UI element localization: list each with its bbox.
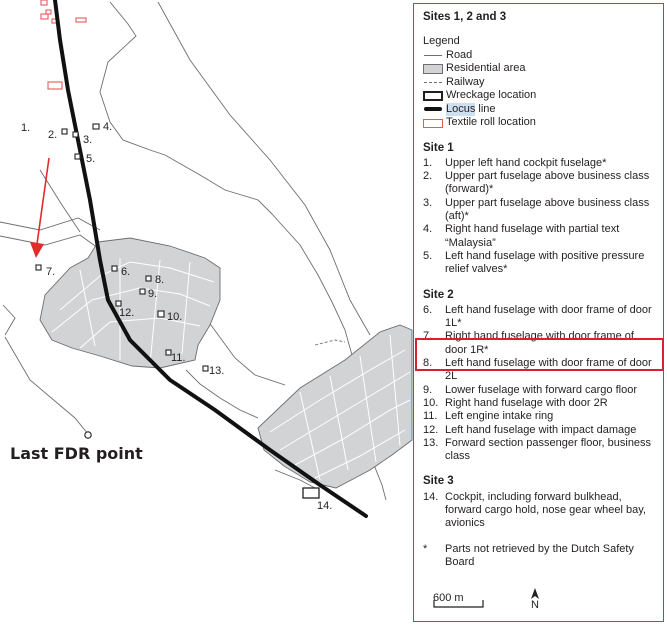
road-upper (100, 2, 272, 214)
scale-label: 600 m (433, 592, 464, 604)
site-item-number: 8. (423, 357, 433, 370)
site-heading: Site 3 (423, 475, 454, 488)
wreckage-label-8: 8. (155, 274, 165, 286)
wreckage-label-4: 4. (103, 121, 113, 133)
legend-locus-label-rest: line (475, 102, 496, 115)
legend-list (423, 49, 655, 130)
wreckage-label-3: 3. (83, 134, 93, 146)
site-list-item (423, 491, 655, 531)
legend-wreckage-label: Wreckage location (446, 89, 537, 102)
site-item-number: 9. (423, 383, 433, 396)
wreckage-square-icon (423, 91, 443, 101)
textile-rectangle-icon (423, 119, 443, 128)
site-list-item (423, 223, 655, 250)
last-fdr-point-marker (85, 432, 91, 438)
site-item-text: Left hand fuselage with positive pressure relief valves* (445, 249, 645, 276)
site-item-text: Upper left hand cockpit fuselage* (445, 156, 607, 169)
legend-road-label: Road (446, 48, 473, 61)
wreckage-label-9: 9. (148, 288, 158, 300)
footnote-mark: * (423, 542, 428, 555)
residential-area-swatch-icon (423, 64, 443, 74)
site-list (423, 491, 655, 531)
site-item-text: Right hand fuselage with door frame of door 1R* (445, 330, 634, 356)
footnote (423, 543, 655, 570)
wreckage-label-1: 1. (21, 122, 31, 134)
site-list-item (423, 357, 655, 384)
site-item-text: Cockpit, including forward bulkhead, forward cargo hold, nose gear wheel bay, avionics (445, 490, 646, 530)
site-item-text: Left hand fuselage with door frame of door 2L (445, 357, 652, 383)
legend-textile-label: Textile roll location (446, 116, 536, 129)
wreckage-label-12: 12. (119, 307, 135, 319)
residential-area-site3 (258, 325, 412, 488)
wreckage-label-10: 10. (167, 311, 183, 323)
wreckage-label-11: 11. (171, 352, 186, 364)
panel-title: Sites 1, 2 and 3 (423, 11, 507, 23)
wreckage-label-14: 14. (317, 500, 333, 512)
site-item-text: Left hand fuselage with impact damage (445, 423, 637, 436)
road-east (272, 214, 352, 355)
site-heading: Site 2 (423, 288, 454, 301)
wreckage-label-5: 5. (86, 153, 96, 165)
site-item-text: Left hand fuselage with door frame of door 1L* (445, 303, 652, 330)
sites-container (423, 142, 655, 531)
site-item-number: 1. (423, 156, 433, 169)
railway-dashed-line-icon (423, 76, 443, 88)
site-list-item (423, 437, 655, 464)
legend-railway-label: Railway (446, 75, 485, 88)
site-list-item (423, 250, 655, 277)
site-item-number: 14. (423, 490, 439, 503)
site-list-item (423, 410, 655, 423)
site-list (423, 157, 655, 277)
legend-residential (423, 62, 655, 76)
site-list-item (423, 197, 655, 224)
site-item-number: 10. (423, 396, 439, 409)
north-label: N (531, 599, 539, 611)
site-list-item (423, 330, 655, 357)
site-heading: Site 1 (423, 141, 454, 154)
site-list (423, 304, 655, 464)
site-list-item (423, 157, 655, 170)
locus-line-icon (423, 103, 443, 115)
road-line-icon (423, 49, 443, 61)
legend-residential-label: Residential area (446, 62, 526, 75)
residential-area-site2 (40, 238, 220, 368)
site-item-number: 5. (423, 249, 433, 262)
site-list-item (423, 397, 655, 410)
wreckage-label-6: 6. (121, 266, 131, 278)
wreckage-label-13: 13. (209, 365, 225, 377)
site-item-number: 6. (423, 303, 433, 316)
footnote-text: Parts not retrieved by the Dutch Safety Board (445, 542, 634, 568)
site-item-number: 4. (423, 223, 433, 236)
site-item-number: 13. (423, 436, 439, 449)
site-item-text: Right hand fuselage with door 2R (445, 396, 608, 409)
last-fdr-point-label: Last FDR point (10, 444, 143, 463)
legend-wreckage (423, 89, 655, 103)
site-item-number: 7. (423, 330, 433, 343)
legend-road (423, 49, 655, 63)
legend-locus-label-highlighted: Locus (446, 102, 476, 115)
legend-heading: Legend (423, 35, 460, 48)
road-south-west (3, 305, 15, 335)
site-list-item (423, 170, 655, 197)
site-list-item (423, 304, 655, 331)
wreckage-label-7: 7. (46, 266, 56, 278)
site-item-text: Upper part fuselage above business class (aft)* (445, 196, 650, 223)
site-item-text: Forward section passenger floor, business class (445, 436, 652, 463)
road-south (186, 370, 258, 418)
site-item-number: 2. (423, 170, 433, 183)
site-list-item (423, 424, 655, 437)
road-west-2 (0, 235, 98, 248)
site-item-number: 3. (423, 196, 433, 209)
site-item-text: Left engine intake ring (445, 410, 554, 423)
textile-roll-locations (41, 0, 86, 89)
site-item-number: 11. (423, 410, 438, 423)
site-item-number: 12. (423, 423, 439, 436)
site-item-text: Lower fuselage with forward cargo floor (445, 383, 637, 396)
highlight-arrow (30, 158, 49, 258)
railway (315, 340, 345, 345)
road-to-fdr (5, 337, 88, 434)
legend-locus (423, 103, 655, 117)
road-west-1 (0, 218, 100, 230)
site-list-item (423, 384, 655, 397)
legend-textile (423, 116, 655, 130)
site-item-text: Upper part fuselage above business class (forward)* (445, 170, 650, 196)
legend-panel (413, 3, 664, 622)
wreckage-label-2: 2. (48, 129, 58, 141)
site-item-text: Right hand fuselage with partial text “Malaysia” (445, 223, 620, 249)
legend-railway (423, 76, 655, 90)
